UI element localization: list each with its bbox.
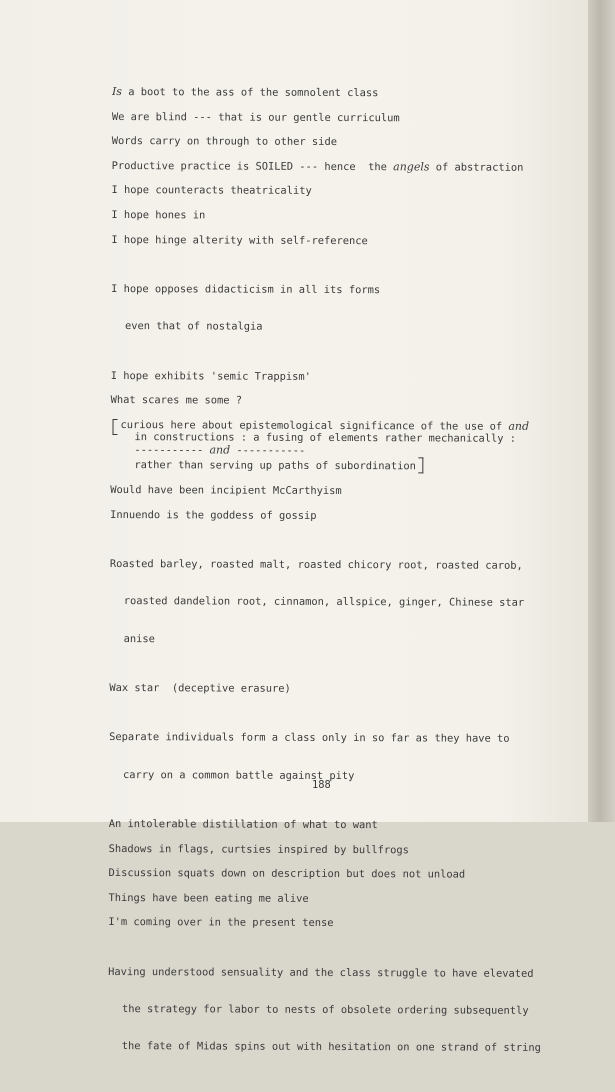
poem-line: Words carry on through to other side [111, 135, 338, 149]
poem-line: Roasted barley, roasted malt, roasted chicory root, roasted carob, [109, 558, 523, 572]
poem-line: roasted dandelion root, cinnamon, allspice, ginger, Chinese star [123, 595, 525, 610]
page-edge-shadow [588, 0, 615, 822]
left-bracket [112, 419, 117, 435]
poem-line: even that of nostalgia [124, 320, 263, 333]
poem-line: carry on a common battle against pity [122, 768, 355, 782]
poem-stanza [108, 941, 569, 1079]
poem-stanza [109, 533, 570, 671]
italic-word: and [508, 419, 530, 433]
italic-word: and [209, 443, 231, 457]
italic-word: angels [393, 160, 430, 174]
poem-line: the strategy for labor to nests of obsolete ordering subsequently [121, 1003, 529, 1017]
line-text: Productive practice is SOILED --- hence the [111, 159, 394, 174]
italic-word: Is [111, 85, 123, 99]
poem-line: Having understood sensuality and the class struggle to have elevated [108, 965, 534, 980]
right-bracket [418, 457, 423, 473]
poem-line: I hope hones in [111, 208, 206, 222]
poem-line: What scares me some ? [110, 394, 243, 407]
poem-line: I'm coming over in the present tense [108, 916, 334, 930]
poem-line: Separate individuals form a class only in so far as they have to [109, 731, 510, 746]
poem-line: We are blind --- that is our gentle curriculum [111, 110, 400, 124]
bracketed-note [112, 419, 570, 474]
line-text: a boot to the ass of the somnolent class [121, 86, 379, 100]
poem-line: Things have been eating me alive [108, 891, 309, 905]
poem-stanza [111, 258, 571, 359]
poem-line: An intolerable distillation of what to want [108, 818, 378, 832]
line-text: rather than serving up paths of subordination [134, 459, 416, 473]
poem-line: I hope counteracts theatricality [111, 184, 312, 198]
poem-line: I hope opposes didacticism in all its forms [111, 282, 381, 297]
poem-line: anise [123, 632, 155, 645]
poem-line: Innuendo is the goddess of gossip [110, 508, 317, 522]
poem-line: Wax star (deceptive erasure) [109, 682, 291, 695]
poem-stanza [109, 707, 569, 808]
poem-line: I hope exhibits 'semic Trappism' [110, 369, 311, 383]
poem-line [112, 86, 572, 100]
line-text: of abstraction [429, 161, 524, 174]
note-line: in constructions : a fusing of elements rather mechanically : [134, 431, 517, 445]
poem-text [108, 86, 572, 1092]
line-text: ----------- [134, 443, 210, 457]
poem-line: Shadows in flags, curtsies inspired by bullfrogs [108, 842, 409, 856]
poem-line: I hope hinge alterity with self-reference [111, 233, 368, 247]
line-text: ----------- [230, 444, 306, 457]
note-line [120, 456, 570, 474]
poem-line: Discussion squats down on description but does not unload [108, 867, 466, 881]
poem-line [112, 160, 572, 174]
page-number: 188 [312, 779, 331, 791]
line-text: curious here about epistemological significance of the use of [120, 418, 509, 433]
poem-line: the fate of Midas spins out with hesitation on one strand of string [121, 1040, 541, 1055]
poem-line: Would have been incipient McCarthyism [110, 484, 342, 498]
